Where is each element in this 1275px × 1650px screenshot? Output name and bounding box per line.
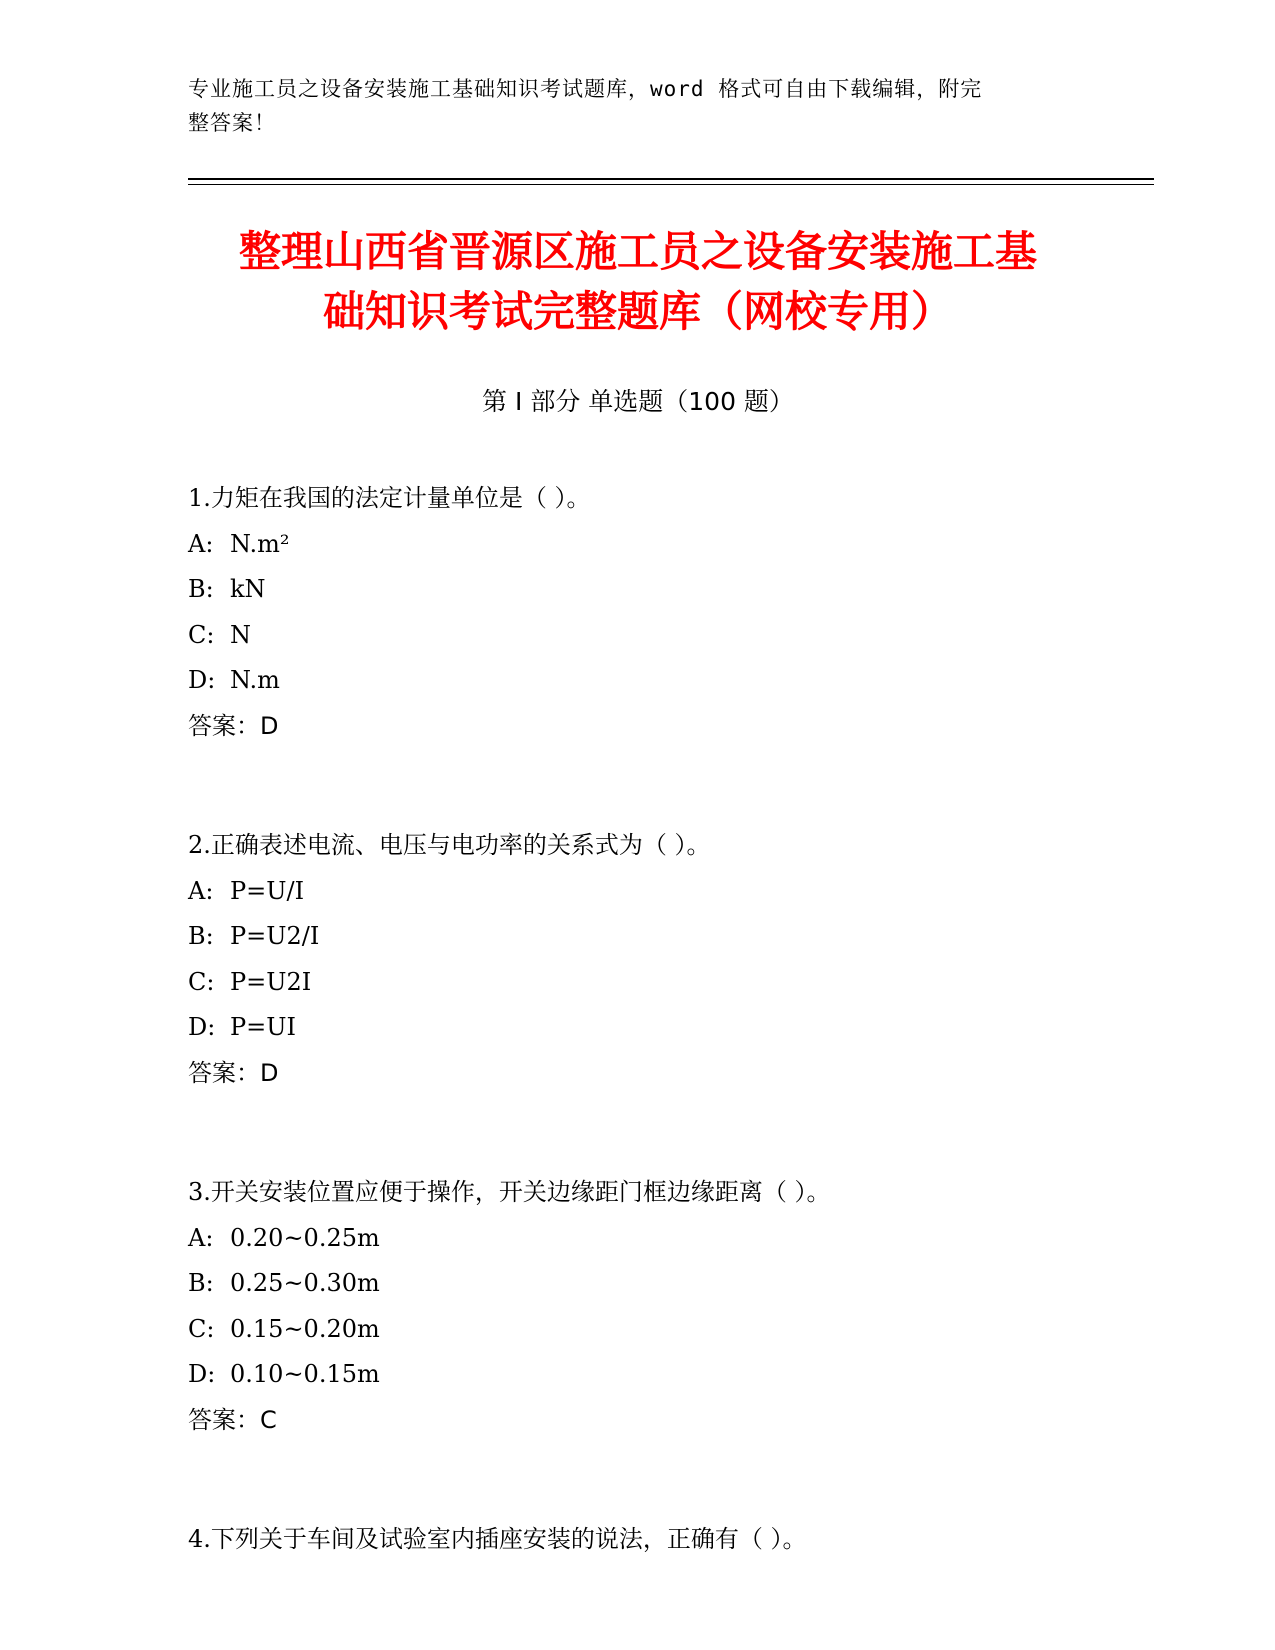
question-4 [188,1517,1128,1563]
header-divider-thin [188,184,1154,185]
option-c [188,960,1128,1006]
option-d [188,1005,1128,1051]
option-text: N [230,620,251,649]
option-c [188,613,1128,659]
question-stem: 2.正确表述电流、电压与电功率的关系式为（ ）。 [188,831,711,859]
question-2 [188,823,1128,1096]
option-b [188,567,1128,613]
answer: 答案：D [188,711,279,740]
option-letter: D: [188,1360,216,1388]
option-text: P=UI [230,1013,296,1041]
answer: 答案：D [188,1058,279,1087]
option-text: N.m [230,666,280,694]
option-letter: D: [188,1013,216,1041]
option-letter: B: [188,922,214,950]
question-1 [188,476,1128,749]
option-text: 0.15~0.20m [230,1314,380,1343]
header-note-line-1: 专业施工员之设备安装施工基础知识考试题库，word 格式可自由下载编辑，附完 [188,77,983,101]
option-letter: A: [188,1223,214,1252]
option-letter: A: [188,876,214,905]
option-letter: C: [188,1314,215,1343]
option-text: 0.25~0.30m [230,1269,380,1297]
option-a [188,522,1128,568]
option-d [188,658,1128,704]
option-d [188,1352,1128,1398]
question-list [188,476,1128,1637]
option-text: kN [230,575,266,603]
option-a [188,1216,1128,1262]
answer: 答案：C [188,1405,277,1434]
option-letter: B: [188,575,214,603]
option-text: N.m² [230,529,290,558]
document-title-line-2: 础知识考试完整题库（网校专用） [322,287,953,336]
option-text: 0.10~0.15m [230,1360,380,1388]
document-title-line-1: 整理山西省晋源区施工员之设备安装施工基 [238,227,1037,276]
question-3 [188,1170,1128,1443]
option-letter: C: [188,620,215,649]
document-title [188,222,1088,342]
question-stem: 1.力矩在我国的法定计量单位是（ ）。 [188,484,591,512]
option-b [188,914,1128,960]
option-c [188,1307,1128,1353]
option-text: P=U2I [230,967,312,996]
option-a [188,869,1128,915]
section-title: 第 I 部分 单选题（100 题） [482,387,794,416]
question-stem: 4.下列关于车间及试验室内插座安装的说法，正确有（ ）。 [188,1525,807,1553]
option-text: P=U/I [230,876,305,905]
header-note-line-2: 整答案！ [188,111,276,135]
option-letter: B: [188,1269,214,1297]
option-text: 0.20~0.25m [230,1223,380,1252]
option-letter: D: [188,666,216,694]
option-letter: C: [188,967,215,996]
question-stem: 3.开关安装位置应便于操作，开关边缘距门框边缘距离（ ）。 [188,1178,831,1206]
header-note [188,72,1068,140]
option-b [188,1261,1128,1307]
option-text: P=U2/I [230,922,320,950]
header-divider-thick [188,178,1154,180]
option-letter: A: [188,529,214,558]
